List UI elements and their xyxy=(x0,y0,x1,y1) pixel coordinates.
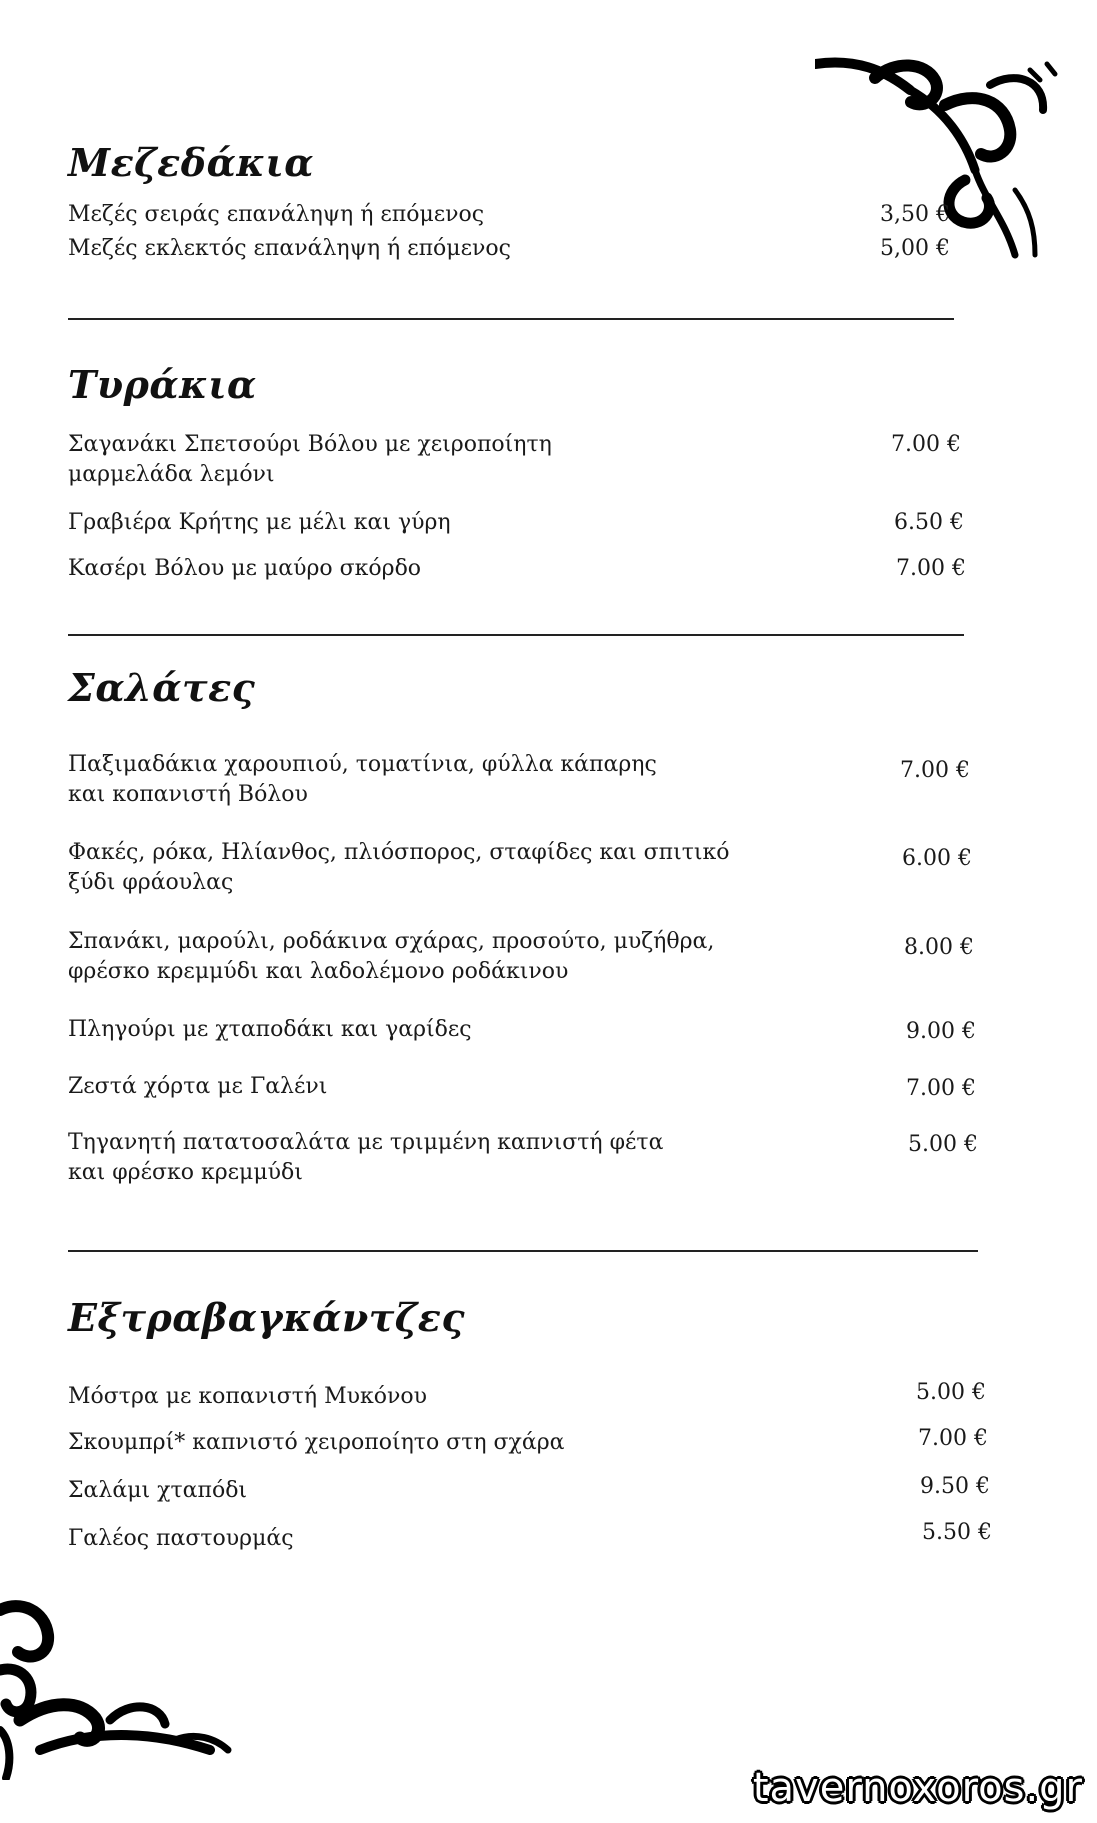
menu-item xyxy=(68,1520,992,1554)
item-name: Σαλάμι χταπόδι xyxy=(68,1478,248,1503)
section-title: Σαλάτες xyxy=(68,665,256,710)
item-name: Γραβιέρα Κρήτης με μέλι και γύρη xyxy=(68,510,451,535)
section-title: Τυράκια xyxy=(68,362,257,407)
item-name: Μεζές σειράς επανάληψη ή επόμενος xyxy=(68,202,485,227)
item-name: Παξιμαδάκια χαρουπιού, τοματίνια, φύλλα κάπαρης και κοπανιστή Βόλου xyxy=(68,752,657,807)
menu-item xyxy=(68,430,961,490)
item-name: Πληγούρι με χταποδάκι και γαρίδες xyxy=(68,1017,472,1042)
menu-item xyxy=(68,234,950,264)
item-price: 7.00 € xyxy=(906,1076,976,1101)
item-price: 9.50 € xyxy=(920,1474,990,1499)
item-price: 5.50 € xyxy=(922,1520,992,1545)
item-price: 7.00 € xyxy=(896,556,966,581)
item-name: Τηγανητή πατατοσαλάτα με τριμμένη καπνιστή φέτα και φρέσκο κρεμμύδι xyxy=(68,1130,664,1185)
menu-item xyxy=(68,554,966,584)
item-name: Σπανάκι, μαρούλι, ροδάκινα σχάρας, προσούτο, μυζήθρα, φρέσκο κρεμμύδι και λαδολέμονο ροδάκινου xyxy=(68,929,715,984)
menu-item xyxy=(68,1072,976,1102)
item-price: 6.50 € xyxy=(894,510,964,535)
item-price: 3,50 € xyxy=(880,202,950,227)
menu-item xyxy=(68,1380,986,1412)
item-name: Σκουμπρί* καπνιστό χειροποίητο στη σχάρα xyxy=(68,1430,565,1455)
section-salates xyxy=(68,665,255,711)
item-name: Ζεστά χόρτα με Γαλένι xyxy=(68,1074,328,1099)
menu-item xyxy=(68,200,950,230)
item-price: 5.00 € xyxy=(916,1380,986,1405)
item-name: Μεζές εκλεκτός επανάληψη ή επόμενος xyxy=(68,236,511,261)
section-mezedakia xyxy=(68,140,314,186)
item-name: Μόστρα με κοπανιστή Μυκόνου xyxy=(68,1384,427,1409)
item-name: Σαγανάκι Σπετσούρι Βόλου με χειροποίητη μαρμελάδα λεμόνι xyxy=(68,432,552,487)
menu-item xyxy=(68,508,964,538)
item-price: 6.00 € xyxy=(902,846,972,871)
section-divider xyxy=(68,1250,978,1252)
section-tyrakia xyxy=(68,362,257,408)
menu-item xyxy=(68,1426,988,1458)
section-title: Εξτραβαγκάντζες xyxy=(68,1295,466,1340)
item-name: Φακές, ρόκα, Ηλίανθος, πλιόσπορος, σταφίδες και σπιτικό ξύδι φράουλας xyxy=(68,840,730,895)
item-price: 8.00 € xyxy=(904,935,974,960)
section-title: Μεζεδάκια xyxy=(68,140,314,185)
corner-ornament-bottom-left xyxy=(0,1600,240,1780)
item-price: 5.00 € xyxy=(908,1132,978,1157)
item-price: 7.00 € xyxy=(900,758,970,783)
item-price: 7.00 € xyxy=(918,1426,988,1451)
item-name: Κασέρι Βόλου με μαύρο σκόρδο xyxy=(68,556,422,581)
menu-item xyxy=(68,1474,990,1506)
site-watermark: tavernoxoros.gr xyxy=(752,1765,1083,1811)
section-extravagantzes xyxy=(68,1295,465,1341)
section-divider xyxy=(68,318,954,320)
item-name: Γαλέος παστουρμάς xyxy=(68,1526,294,1551)
menu-item xyxy=(68,750,970,810)
menu-item xyxy=(68,1128,978,1188)
menu-item xyxy=(68,1015,976,1045)
menu-item xyxy=(68,838,972,898)
item-price: 5,00 € xyxy=(880,236,950,261)
item-price: 7.00 € xyxy=(891,432,961,457)
item-price: 9.00 € xyxy=(906,1019,976,1044)
section-divider xyxy=(68,634,964,636)
menu-item xyxy=(68,927,974,987)
